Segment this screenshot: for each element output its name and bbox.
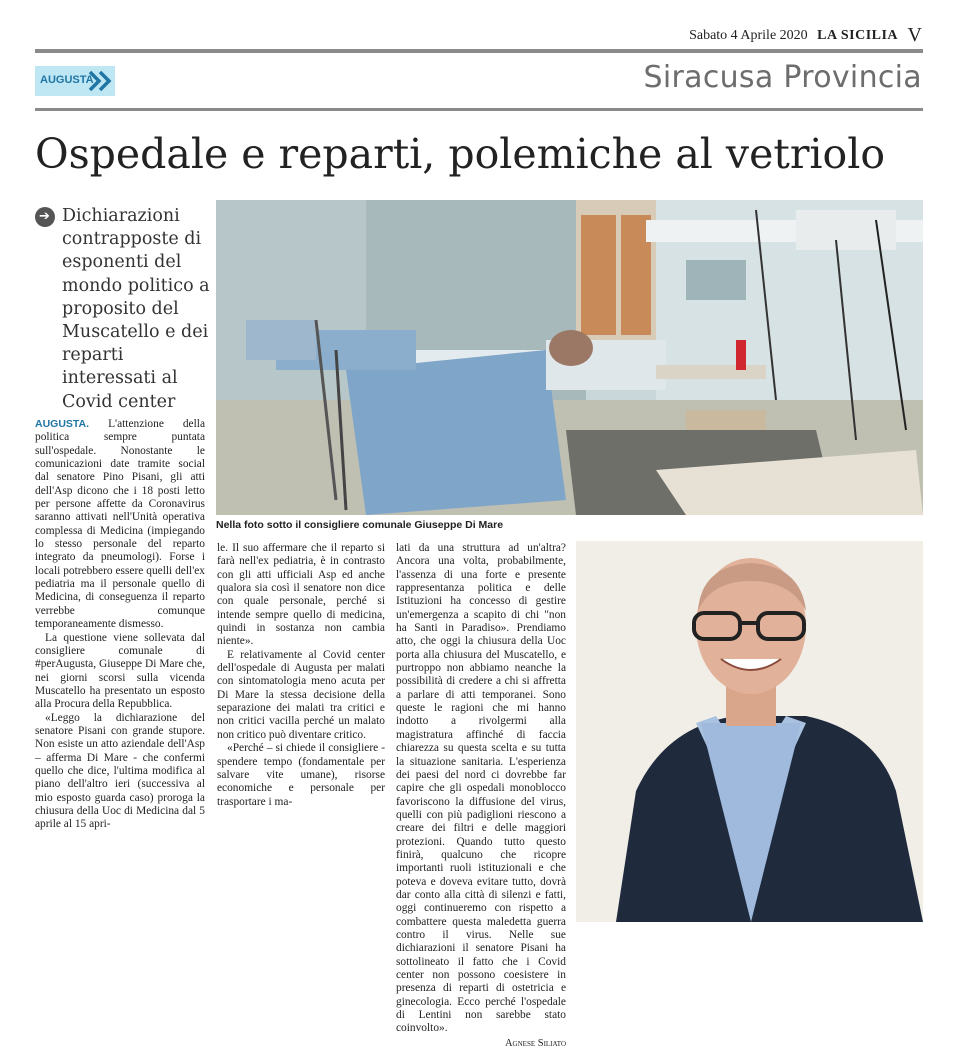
paragraph: lati da una struttura ad un'altra? Ancora una volta, probabilmente, l'assenza di una forte e presente rappresentanza politica e delle Istituzioni ha concesso di gestire un'emergenza a scapito di chi "non ha Santi in Paradiso». Prendiamo atto, che oggi la chiusura della Uoc porta alla chiusura del Muscatello, e purtroppo non abbiamo neanche la possibilità di credere a chi si affretta a parlare di atti temporanei. Sono queste le ragioni che mi hanno indotto a rivolgermi alla magistratura affinché di faccia chiarezza su questa scelta e su tutta la situazione sanitaria. L'esperienza dei paesi del nord ci dovrebbe far capire che gli ospedali monoblocco favoriscono la diffusione del virus, quelli con più padiglioni riescono a creare dei filtri e delle maggiori protezioni. Quando tutto questo finirà, qualcuno che ricopre importanti ruoli istituzionali e che poteva e doveva evitare tutto, dovrà dar conto alla città di silenzi e fatti, oggi continueremo con rispetto a combattere questa maledetta guerra contro il virus. Nelle sue dichiarazioni il senatore Pisani ha sottolineato il fatto che i Covid center non possono coesistere in presenza di reparti di ostetricia e ginecologia. Ecco perché l'ospedale di Lentini non sarebbe stato coinvolto».: [396, 542, 566, 1035]
article-column-1: [35, 418, 205, 832]
hospital-ward-photo: [216, 200, 923, 515]
paragraph: «Leggo la dichiarazione del senatore Pisani con grande stupore. Non esiste un atto aziendale dell'Asp – afferma Di Mare - che confermi quello che dice, l'ultima modifica al piano dell'altro ieri (successiva al mio esposto guarda caso) proroga la chiusura della Uoc di Medicina dal 5 aprile al 15 apri-: [35, 711, 205, 831]
issue-date: Sabato 4 Aprile 2020: [689, 28, 808, 43]
section-rule: [35, 108, 923, 111]
page-number: V: [907, 24, 922, 46]
article-column-2: [217, 542, 385, 809]
section-title: Siracusa Provincia: [643, 60, 922, 95]
location-tag: [35, 66, 115, 96]
photo-caption: Nella foto sotto il consigliere comunale Giuseppe Di Mare: [216, 519, 504, 531]
article-column-3: [396, 542, 566, 1050]
paragraph-text: L'attenzione della politica sempre puntata sull'ospedale. Nonostante le comunicazioni date tramite social dal senatore Pino Pisani, gli atti dell'Asp dicono che i 18 posti letto per persone affette da Coronavirus saranno attivati nell'Unità operativa complessa di Medicina (impiegando lo stesso personale del reparto integrato da pneumologi). Forse i locali potrebbero essere quelli dell'ex pediatria ma il personale quello di Medicina, di conseguenza il reparto verrebbe comunque temporaneamente dismesso.: [35, 418, 205, 631]
paragraph: «Perché – si chiede il consigliere - spendere tempo (fondamentale per salvare vite umane), risorse economiche e personale per trasportare i ma-: [217, 742, 385, 808]
double-chevron-icon: [87, 70, 113, 92]
paragraph: le. Il suo affermare che il reparto si farà nell'ex pediatria, è in contrasto con gli atti ufficiali Asp ed anche qualora sia così il senatore non dice con quale personale, perché si intende sempre quello di medicina, quindi in sostanza non cambia niente».: [217, 542, 385, 648]
lead-summary: Dichiarazioni contrapposte di esponenti del mondo politico a proposito del Muscatello e dei reparti interessati al Covid center: [62, 206, 210, 412]
headline: Ospedale e reparti, polemiche al vetriolo: [35, 130, 886, 178]
paragraph: La questione viene sollevata dal consigliere comunale di #perAugusta, Giuseppe Di Mare che, nei giorni scorsi sulla vicenda Muscatello ha presentato un esposto alla Procura della Repubblica.: [35, 631, 205, 711]
header-rule: [35, 49, 923, 53]
page-header: [689, 24, 922, 47]
portrait-photo: [576, 541, 923, 922]
arrow-bullet-icon: ➔: [35, 207, 55, 227]
author-signature: Agnese Siliato: [504, 1037, 566, 1049]
newspaper-name: LA SICILIA: [817, 28, 899, 43]
paragraph: E relativamente al Covid center dell'ospedale di Augusta per malati con sintomatologia meno acuta per Di Mare la stessa decisione della separazione dei malati tra critici e non critici vacilla perché un malato non critico può diventare critico.: [217, 648, 385, 741]
location-tag-label: AUGUSTA: [40, 74, 94, 86]
paragraph: [35, 418, 205, 632]
dateline: AUGUSTA.: [35, 418, 90, 430]
